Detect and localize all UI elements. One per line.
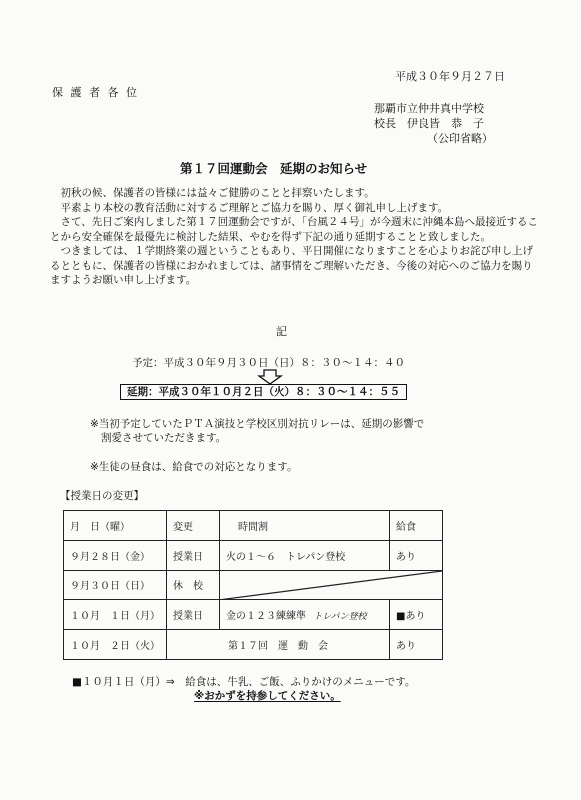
column-header-date: 月 日（曜）: [64, 511, 167, 541]
body-text: [50, 186, 540, 288]
row-no-school-slash: [220, 570, 443, 600]
column-header-change: 変更: [167, 511, 220, 541]
column-header-lunch: 給食: [390, 511, 443, 541]
row-change: 授業日: [167, 540, 220, 570]
recipient: 保 護 者 各 位: [52, 86, 139, 99]
table-header-row: [64, 511, 443, 541]
row-lunch: あり: [390, 540, 443, 570]
pta-note-line1: ※当初予定していたＰＴＡ演技と学校区別対抗リレーは、延期の影響で: [90, 418, 425, 430]
column-header-timetable: 時間割: [220, 511, 390, 541]
row-timetable-handwritten: トレパン登校: [313, 612, 367, 623]
row-timetable: [220, 600, 390, 630]
row-timetable-text: 金の１２３練練準: [226, 611, 306, 623]
ki-mark: 記: [276, 325, 287, 338]
lunch-menu-note: ■１０月１日（月）⇒ 給食は、牛乳、ご飯、ふりかけのメニューです。: [72, 676, 416, 688]
table-row: [64, 600, 443, 630]
class-schedule-table: [63, 510, 443, 660]
seal-note: （公印省略）: [427, 132, 493, 145]
row-date: ９月２８日（金）: [64, 540, 167, 570]
row-timetable: 火の１～６ トレパン登校: [220, 540, 390, 570]
postponed-date: 延期：平成３０年１０月２日（火）８：３０～１４：５５: [120, 384, 407, 400]
row-date: ９月３０日（日）: [64, 570, 167, 600]
table-row: [64, 630, 443, 660]
paragraph-thanks: 平素より本校の教育活動に対するご理解とご協力を賜り、厚く御礼申し上げます。: [60, 201, 449, 214]
table-row: [64, 540, 443, 570]
paragraph-apology: つきましては、１学期終業の週ということもあり、平日開催になりますことを心よりお詫び申し上げるとともに、保護者の皆様におかれましては、諸事情をご理解いただき、今後の対応へのご協力を賜りますようお願い申し上げます。: [50, 245, 533, 286]
planned-date: 予定：平成３０年９月３０日（日）８：３０～１４：４０: [132, 357, 405, 369]
paragraph-greeting: 初秋の候、保護者の皆様には益々ご健勝のことと拝察いたします。: [60, 187, 375, 199]
row-date: １０月 １日（月）: [64, 600, 167, 630]
table-row: [64, 570, 443, 600]
lunch-note: ※生徒の昼食は、給食での対応となります。: [90, 461, 298, 473]
row-lunch: ■あり: [390, 600, 443, 630]
principal-name: 校長 伊良皆 恭 子: [374, 117, 484, 130]
bring-side-dish-note: ※おかずを持参してください。: [194, 690, 341, 702]
document-date: 平成３０年９月２７日: [395, 70, 505, 83]
row-lunch: あり: [390, 630, 443, 660]
row-change: 授業日: [167, 600, 220, 630]
paragraph-postponement: さて、先日ご案内しました第１７回運動会ですが、「台風２４号」が今週末に沖縄本島へ最接近することから安全確保を最優先に検討した結果、やむを得ず下記の通り延期することと致しました。: [50, 216, 539, 243]
pta-note-line2: 割愛させていただきます。: [101, 432, 227, 444]
row-date: １０月 ２日（火）: [64, 630, 167, 660]
document-title: 第１７回運動会 延期のお知らせ: [180, 161, 368, 176]
row-change: 休 校: [167, 570, 220, 600]
row-event: 第１７回 運 動 会: [167, 630, 390, 660]
class-change-heading: 【授業日の変更】: [60, 490, 144, 502]
school-name: 那覇市立仲井真中学校: [374, 102, 484, 115]
down-arrow-icon: [257, 369, 283, 385]
